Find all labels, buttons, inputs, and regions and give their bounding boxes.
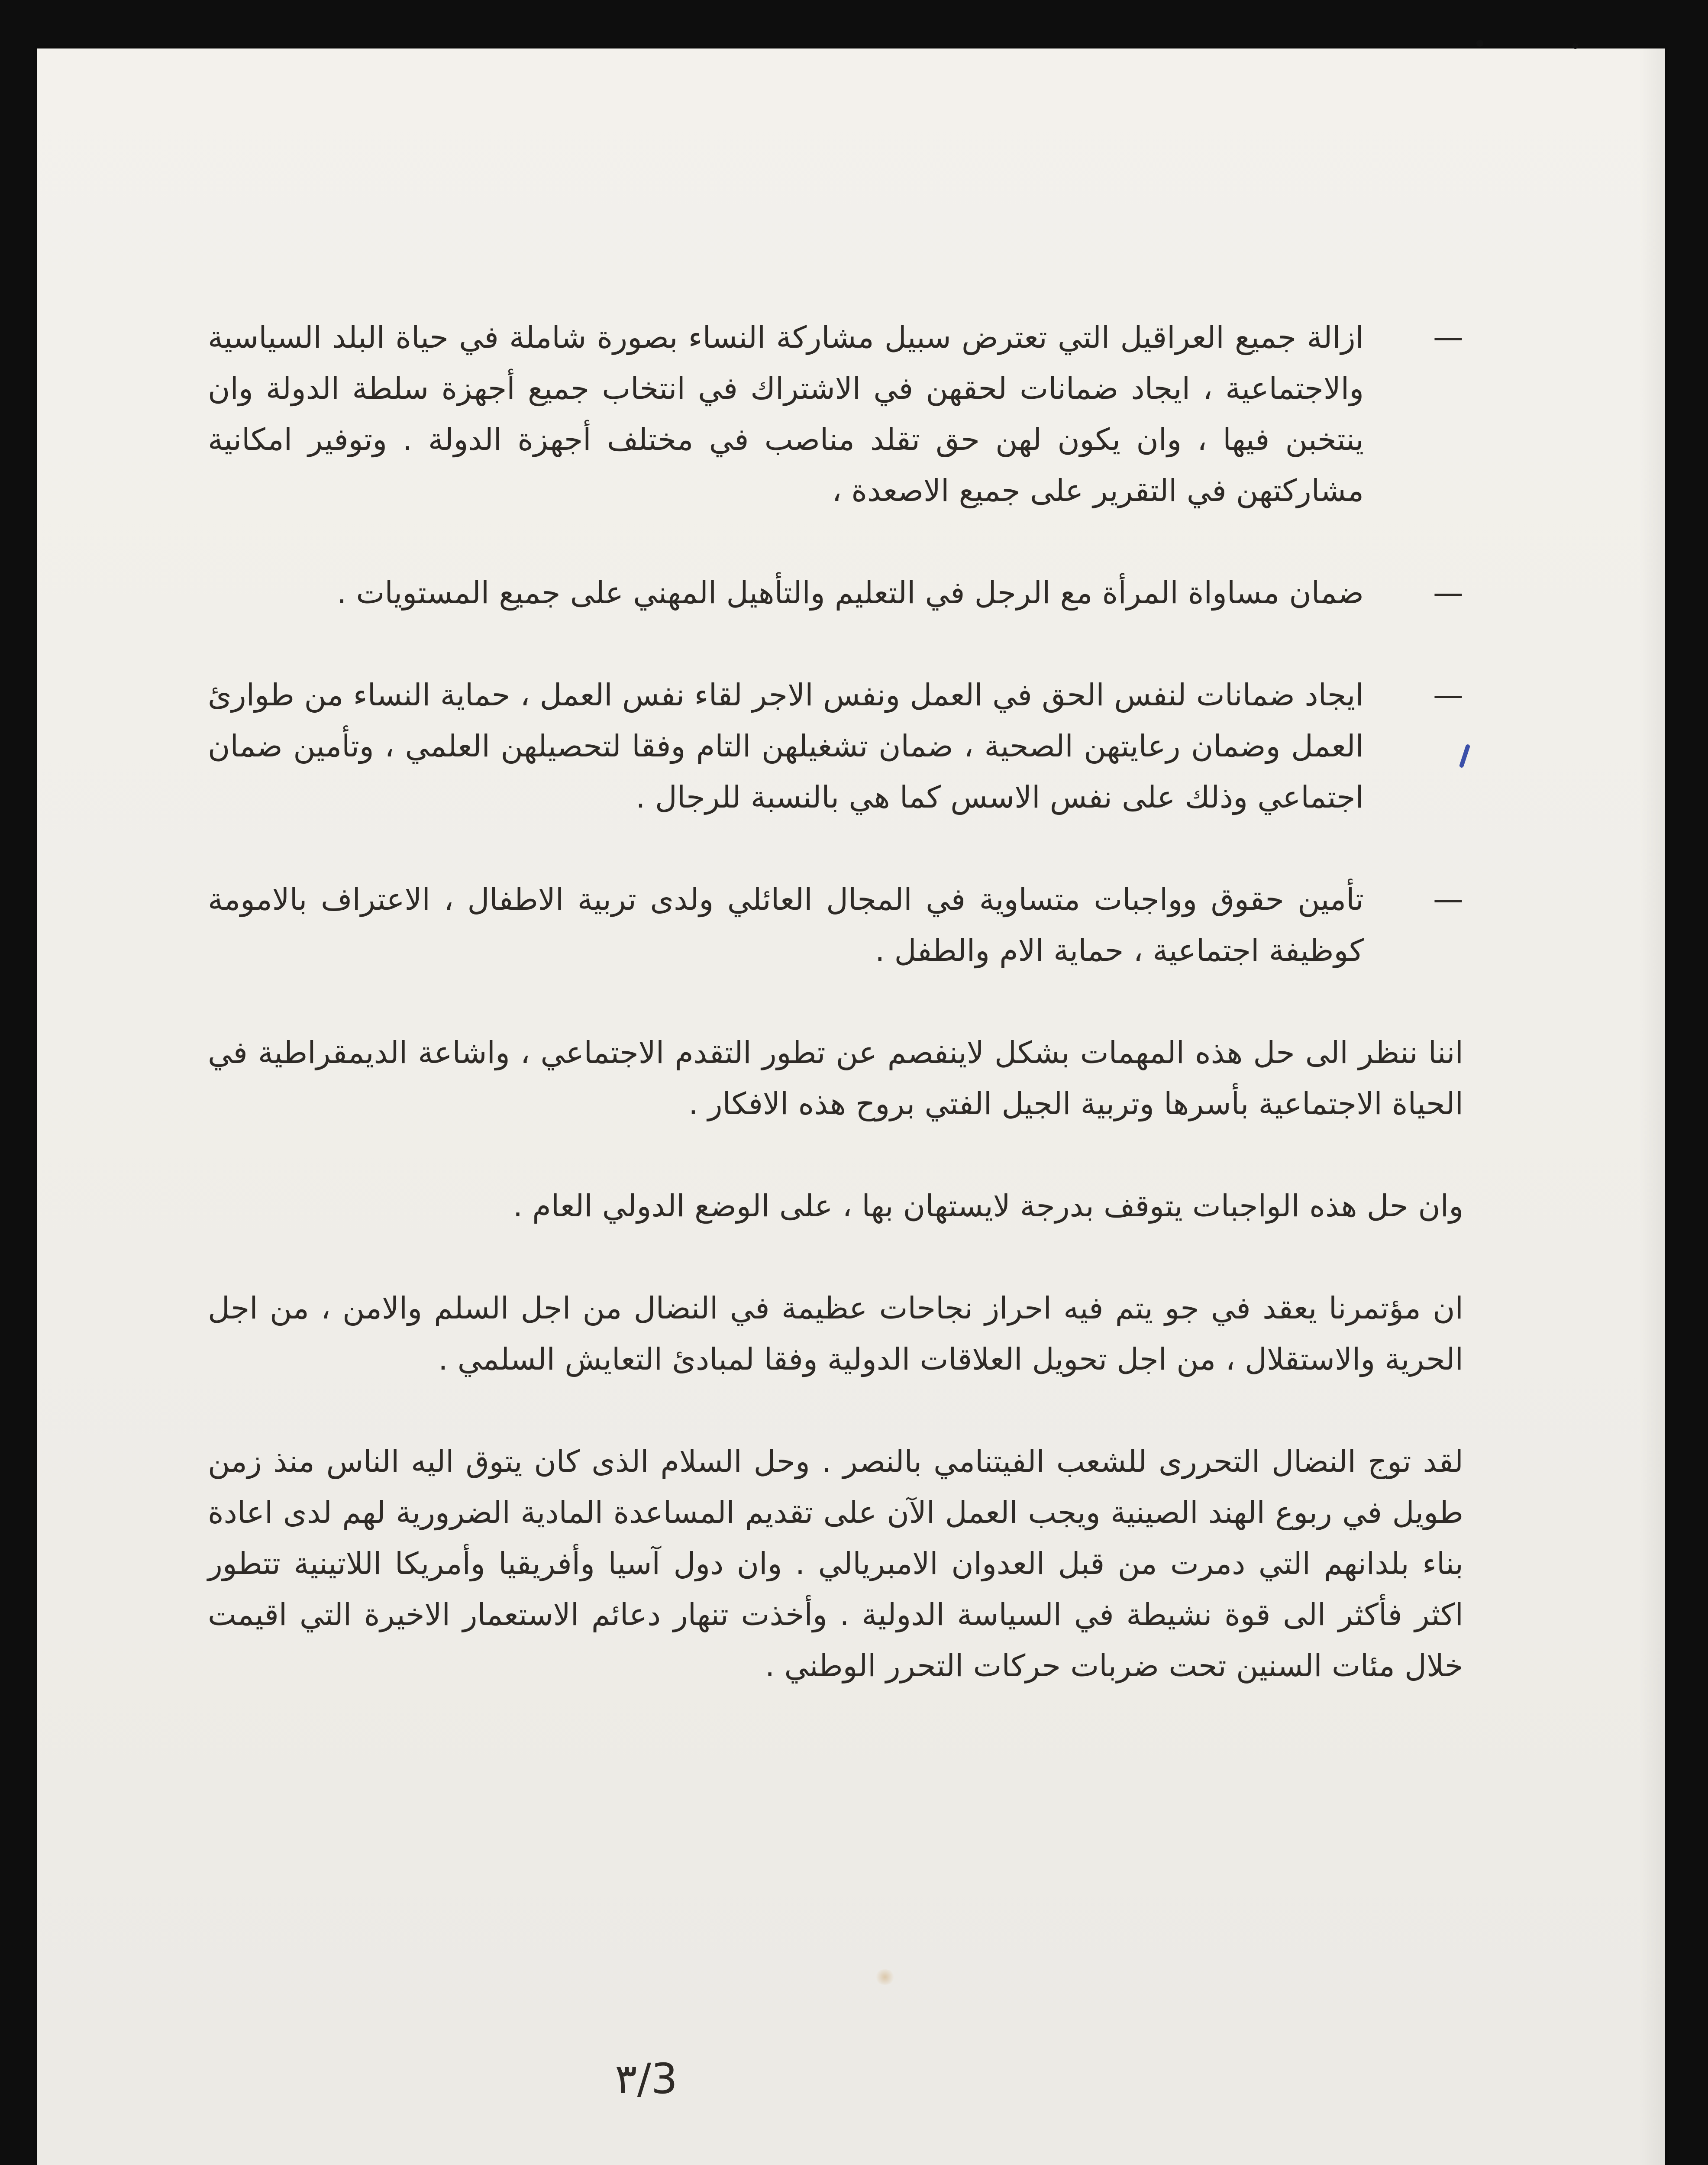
bullet-dash: — bbox=[1433, 575, 1463, 611]
bullet-text: تأمين حقوق وواجبات متساوية في المجال العائلي ولدى تربية الاطفال ، الاعتراف بالامومة كوظيفة اجتماعية ، حماية الام والطفل . bbox=[208, 882, 1364, 968]
punch-hole-mark bbox=[1476, 40, 1483, 47]
paragraph: لقد توج النضال التحررى للشعب الفيتنامي بالنصر . وحل السلام الذى كان يتوق اليه الناس منذ زمن طويل في ربوع الهند الصينية ويجب العمل الآن على تقديم المساعدة المادية الضرورية لهم لدى اعادة بناء بلدانهم التي دمرت من قبل العدوان الامبريالي . وان دول آسيا وأفريقيا وأمريكا اللاتينية تتطور اكثر فأكثر الى قوة نشيطة في السياسة الدولية . وأخذت تنهار دعائم الاستعمار الاخيرة التي اقيمت خلال مئات السنين تحت ضربات حركات التحرر الوطني . bbox=[208, 1444, 1463, 1684]
bullet-text: ضمان مساواة المرأة مع الرجل في التعليم والتأهيل المهني على جميع المستويات . bbox=[336, 575, 1364, 611]
bullet-dash: — bbox=[1433, 320, 1463, 355]
paragraph: وان حل هذه الواجبات يتوقف بدرجة لايستهان بها ، على الوضع الدولي العام . bbox=[513, 1188, 1463, 1224]
bullet-dash: — bbox=[1433, 677, 1463, 713]
punch-hole-mark bbox=[1572, 43, 1578, 49]
bullet-text: ازالة جميع العراقيل التي تعترض سبيل مشاركة النساء بصورة شاملة في حياة البلد السياسية والاجتماعية ، ايجاد ضمانات لحقهن في الاشتراك في انتخاب جميع أجهزة سلطة الدولة وان ينتخبن فيها ، وان يكون لهن حق تقلد مناصب في مختلف أجهزة الدولة . وتوفير امكانية مشاركتهن في التقرير على جميع الاصعدة ، bbox=[208, 320, 1364, 508]
page-number: ٣/3 bbox=[615, 2055, 678, 2103]
paper-stain bbox=[875, 1969, 895, 1985]
document-body bbox=[208, 312, 1463, 1742]
paragraph: اننا ننظر الى حل هذه المهمات بشكل لاينفصم عن تطور التقدم الاجتماعي ، واشاعة الديمقراطية في الحياة الاجتماعية بأسرها وتربية الجيل الفتي بروح هذه الافكار . bbox=[208, 1035, 1463, 1121]
bullet-text: ايجاد ضمانات لنفس الحق في العمل ونفس الاجر لقاء نفس العمل ، حماية النساء من طوارئ العمل وضمان رعايتهن الصحية ، ضمان تشغيلهن التام وفقا لتحصيلهن العلمي ، وتأمين ضمان اجتماعي وذلك على نفس الاسس كما هي بالنسبة للرجال . bbox=[208, 677, 1364, 815]
paragraph: ان مؤتمرنا يعقد في جو يتم فيه احراز نجاحات عظيمة في النضال من اجل السلم والامن ، من اجل الحرية والاستقلال ، من اجل تحويل العلاقات الدولية وفقا لمبادئ التعايش السلمي . bbox=[208, 1290, 1463, 1377]
bullet-item bbox=[208, 312, 1463, 516]
bullet-item bbox=[208, 567, 1463, 618]
bullet-item bbox=[208, 874, 1463, 976]
bullet-item bbox=[208, 669, 1463, 823]
bullet-dash: — bbox=[1433, 882, 1463, 917]
paper-edge-shadow bbox=[1639, 48, 1665, 2165]
